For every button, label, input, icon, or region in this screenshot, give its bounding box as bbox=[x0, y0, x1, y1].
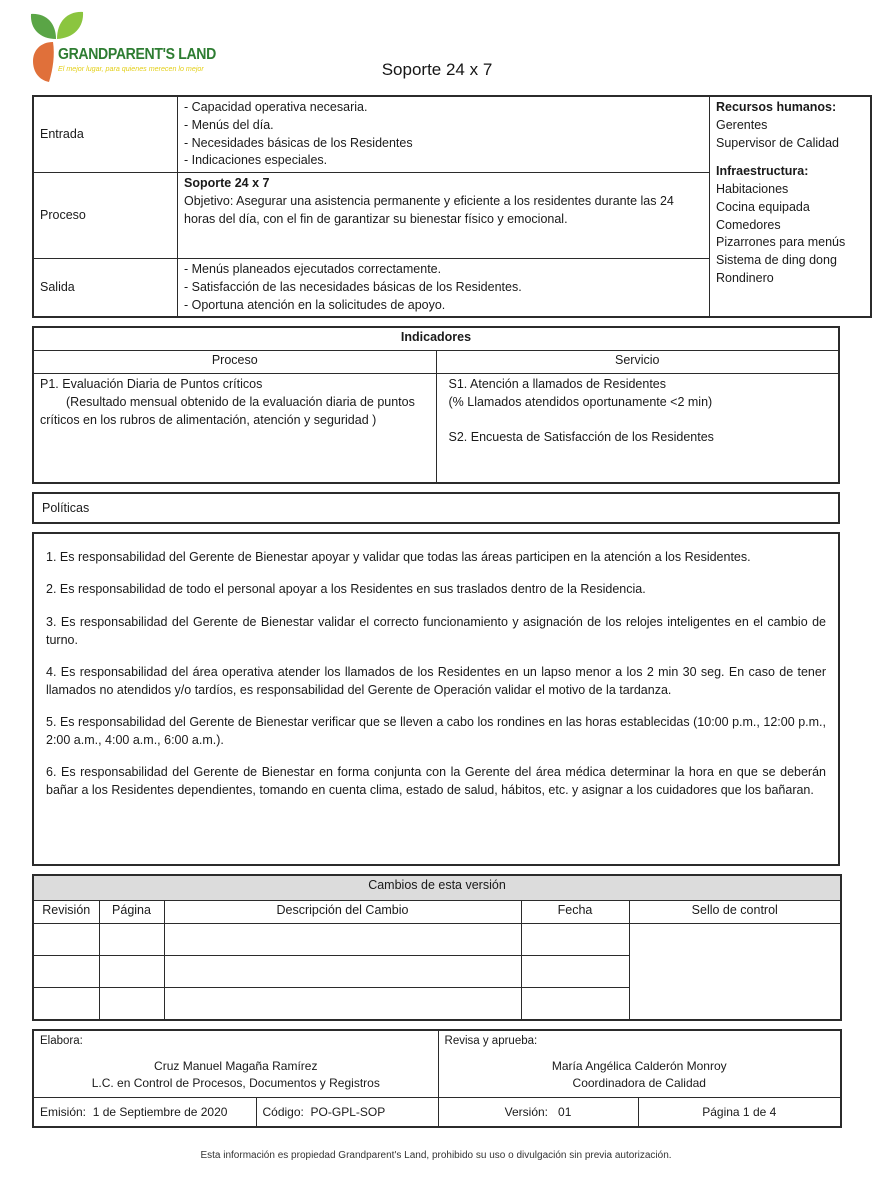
col-header-descripcion: Descripción del Cambio bbox=[164, 901, 521, 924]
row-label-proceso: Proceso bbox=[33, 173, 178, 259]
resources-humans-title: Recursos humanos: bbox=[716, 100, 837, 114]
document-content bbox=[32, 95, 846, 1162]
approval-table bbox=[32, 1029, 842, 1128]
policy-item: 4. Es responsabilidad del área operativa atender los llamados de los Residentes en un lapso menor a los 2 min 30 seg. En caso de tener llamados no atendidos y/o tardíos, es responsabilidad del Gerente de Operación validar el motivo de la tardanza. bbox=[46, 664, 826, 697]
entrada-line: - Capacidad operativa necesaria. bbox=[184, 100, 368, 114]
indicators-table bbox=[32, 326, 840, 484]
entrada-line: - Indicaciones especiales. bbox=[184, 153, 328, 168]
empty-cell bbox=[164, 988, 521, 1021]
version-label: Versión: bbox=[504, 1104, 548, 1119]
emision-label: Emisión: bbox=[40, 1104, 87, 1119]
indicator-p1-detail: (Resultado mensual obtenido de la evaluación diaria de puntos críticos en los rubros de alimentación, atención y seguridad ) bbox=[40, 395, 415, 427]
pagina-cell: Página 1 de 4 bbox=[638, 1098, 841, 1128]
row-label-entrada: Entrada bbox=[33, 96, 178, 173]
col-header-revision: Revisión bbox=[33, 901, 99, 924]
col-header-fecha: Fecha bbox=[521, 901, 629, 924]
empty-cell bbox=[521, 956, 629, 988]
elabora-role: L.C. en Control de Procesos, Documentos y Registros bbox=[91, 1075, 380, 1090]
resource-item: Cocina equipada bbox=[716, 199, 810, 214]
codigo-label: Código: bbox=[262, 1104, 304, 1119]
indicator-s1-detail: (% Llamados atendidos oportunamente <2 min) bbox=[448, 395, 713, 409]
politicas-body bbox=[32, 532, 840, 866]
revisa-role: Coordinadora de Calidad bbox=[572, 1075, 706, 1090]
policy-item: 6. Es responsabilidad del Gerente de Bienestar en forma conjunta con la Gerente del área médica determinar la hora en que se deberán bañar a los Residentes dependientes, tomando en cuenta clima, estado de salud, hábitos, etc. y asignar a los cuidadores que los bañaran. bbox=[46, 765, 826, 798]
empty-cell bbox=[99, 956, 164, 988]
salida-line: - Satisfacción de las necesidades básicas de los Residentes. bbox=[184, 279, 522, 294]
policy-item: 1. Es responsabilidad del Gerente de Bienestar apoyar y validar que todas las áreas participen en la atención a los Residentes. bbox=[46, 550, 751, 565]
codigo-value: PO-GPL-SOP bbox=[310, 1104, 386, 1119]
resources-cell bbox=[710, 96, 872, 317]
empty-cell bbox=[99, 924, 164, 956]
table-row bbox=[33, 901, 841, 924]
revisa-name: María Angélica Calderón Monroy bbox=[551, 1058, 727, 1073]
revisa-cell bbox=[438, 1030, 841, 1098]
indicator-proceso-cell bbox=[33, 374, 436, 484]
salida-content bbox=[178, 259, 710, 318]
changes-table bbox=[32, 874, 842, 1021]
empty-cell bbox=[33, 988, 99, 1021]
table-row bbox=[33, 374, 839, 484]
confidentiality-notice: Esta información es propiedad Grandparent's Land, prohibido su uso o divulgación sin previa autorización. bbox=[200, 1150, 672, 1162]
proceso-title: Soporte 24 x 7 bbox=[184, 176, 270, 190]
proceso-objective: Objetivo: Asegurar una asistencia permanente y eficiente a los residentes durante las 24 horas del día, con el fin de garantizar su bienestar físico y emocional. bbox=[184, 193, 674, 226]
resource-item: Pizarrones para menús bbox=[716, 235, 846, 250]
changes-title: Cambios de esta versión bbox=[33, 875, 841, 901]
table-row bbox=[33, 1098, 841, 1128]
resource-item: Gerentes bbox=[716, 117, 768, 132]
policy-item: 3. Es responsabilidad del Gerente de Bienestar validar el correcto funcionamiento y asignación de los relojes inteligentes en el cambio de turno. bbox=[46, 614, 826, 647]
spacer bbox=[32, 524, 840, 532]
spacer bbox=[716, 152, 864, 163]
resources-infra-title: Infraestructura: bbox=[716, 164, 809, 179]
policy-item: 2. Es responsabilidad de todo el personal apoyar a los Residentes en sus traslados dentro de la Residencia. bbox=[46, 582, 646, 597]
indicators-col-proceso: Proceso bbox=[33, 351, 436, 374]
table-row bbox=[33, 875, 841, 901]
emision-value: 1 de Septiembre de 2020 bbox=[92, 1104, 228, 1119]
table-row bbox=[33, 327, 839, 351]
proceso-content bbox=[178, 173, 710, 259]
table-row bbox=[33, 96, 871, 173]
salida-line: - Menús planeados ejecutados correctamente. bbox=[184, 262, 442, 276]
indicator-s1: S1. Atención a llamados de Residentes bbox=[448, 377, 666, 392]
empty-cell bbox=[521, 924, 629, 956]
sello-control-cell bbox=[629, 924, 841, 1021]
codigo-cell bbox=[256, 1098, 438, 1128]
entrada-line: - Necesidades básicas de los Residentes bbox=[184, 135, 413, 150]
version-cell bbox=[438, 1098, 638, 1128]
politicas-header: Políticas bbox=[32, 492, 840, 524]
page-title: Soporte 24 x 7 bbox=[381, 60, 493, 79]
col-header-pagina: Página bbox=[99, 901, 164, 924]
empty-cell bbox=[164, 956, 521, 988]
empty-cell bbox=[521, 988, 629, 1021]
elabora-label: Elabora: bbox=[40, 1035, 83, 1048]
empty-cell bbox=[99, 988, 164, 1021]
resource-item: Sistema de ding dong bbox=[716, 253, 837, 267]
elabora-name: Cruz Manuel Magaña Ramírez bbox=[154, 1058, 318, 1073]
indicator-s2: S2. Encuesta de Satisfacción de los Residentes bbox=[448, 429, 714, 444]
spacer bbox=[32, 318, 840, 326]
resource-item: Supervisor de Calidad bbox=[716, 135, 839, 150]
company-tagline: El mejor lugar, para quienes merecen lo mejor bbox=[58, 64, 204, 73]
indicators-title: Indicadores bbox=[33, 327, 839, 351]
spacer bbox=[32, 866, 840, 874]
company-name: GRANDPARENT'S LAND bbox=[58, 46, 216, 63]
indicators-col-servicio: Servicio bbox=[436, 351, 839, 374]
indicator-p1: P1. Evaluación Diaria de Puntos críticos bbox=[40, 377, 263, 392]
spacer bbox=[32, 1021, 840, 1029]
process-table bbox=[32, 95, 872, 318]
empty-cell bbox=[33, 956, 99, 988]
table-row bbox=[33, 924, 841, 956]
page-header bbox=[0, 0, 874, 95]
empty-cell bbox=[164, 924, 521, 956]
entrada-content bbox=[178, 96, 710, 173]
col-header-sello: Sello de control bbox=[629, 901, 841, 924]
spacer bbox=[32, 484, 840, 492]
table-row bbox=[33, 1030, 841, 1098]
resource-item: Comedores bbox=[716, 217, 781, 232]
emision-cell bbox=[33, 1098, 256, 1128]
indicator-servicio-cell bbox=[436, 374, 839, 484]
row-label-salida: Salida bbox=[33, 259, 178, 318]
entrada-line: - Menús del día. bbox=[184, 117, 274, 132]
resource-item: Habitaciones bbox=[716, 182, 789, 196]
version-value: 01 bbox=[558, 1104, 572, 1119]
resource-item: Rondinero bbox=[716, 270, 774, 285]
policy-item: 5. Es responsabilidad del Gerente de Bienestar verificar que se lleven a cabo los rondines en las horas establecidas (10:00 p.m., 12:00 p.m., 2:00 a.m., 4:00 a.m., 6:00 a.m.). bbox=[46, 715, 826, 748]
revisa-label: Revisa y aprueba: bbox=[444, 1035, 538, 1048]
empty-cell bbox=[33, 924, 99, 956]
table-row bbox=[33, 351, 839, 374]
salida-line: - Oportuna atención en la solicitudes de apoyo. bbox=[184, 297, 446, 312]
elabora-cell bbox=[33, 1030, 438, 1098]
